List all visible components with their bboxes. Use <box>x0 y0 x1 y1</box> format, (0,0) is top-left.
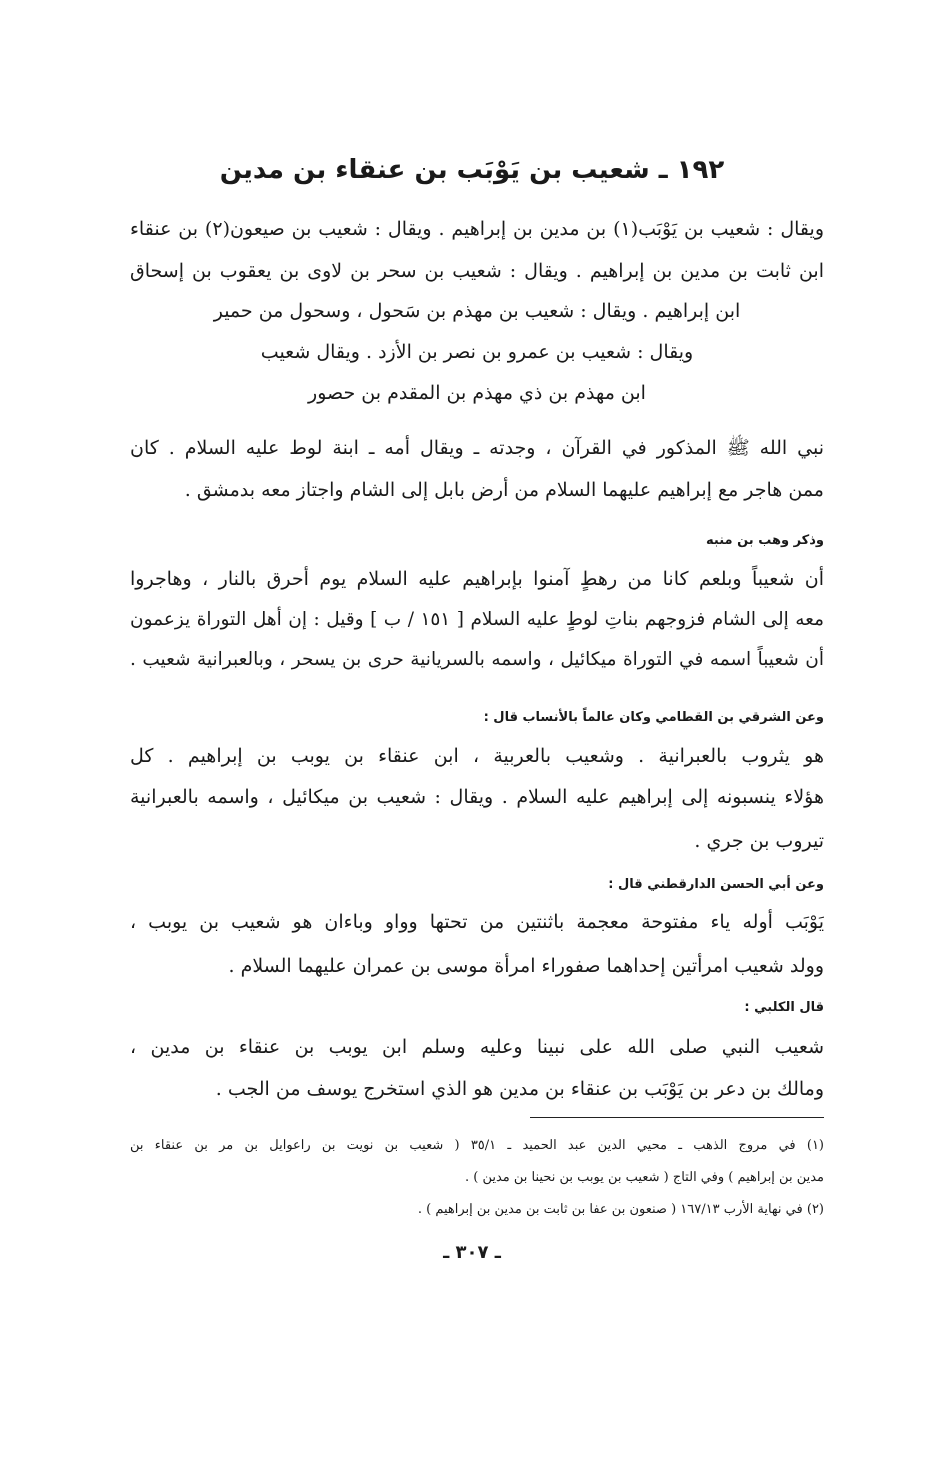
genealogy-line-2: ابن ثابت بن مدين بن إبراهيم . ويقال : شعيب بن سحر بن لاوى بن يعقوب بن إسحاق <box>130 260 824 282</box>
intro-line-1: نبي الله ﷺ المذكور في القرآن ، وجدته ـ ويقال أمه ـ ابنة لوط عليه السلام . كان <box>130 437 824 459</box>
footnote-1-line-1: (١) في مروج الذهب ـ محيي الدين عبد الحميد ـ ٣٥/١ ( شعيب بن نويت بن راعوايل بن مر بن عنقاء بن <box>130 1138 824 1153</box>
sharqi-line-2: هؤلاء ينسبونه إلى إبراهيم عليه السلام . ويقال : شعيب بن ميكائيل ، واسمه بالعبرانية <box>130 786 824 808</box>
intro-line-2: ممن هاجر مع إبراهيم عليهما السلام من أرض بابل إلى الشام واجتاز معه بدمشق . <box>184 479 824 501</box>
wahb-heading: وذكر وهب بن منبه <box>706 533 824 548</box>
daraqutni-line-2: وولد شعيب امرأتين إحداهما صفوراء امرأة موسى بن عمران عليهما السلام . <box>228 955 824 977</box>
page-number: ـ ٣٠٧ ـ <box>443 1242 501 1263</box>
footnote-1-line-2: مدين بن إبراهيم ) وفي التاج ( شعيب بن يوبب بن نحينا بن مدين ) . <box>465 1170 824 1185</box>
genealogy-line-4: ويقال : شعيب بن عمرو بن نصر بن الأزد . ويقال شعيب <box>260 341 694 363</box>
daraqutni-heading: وعن أبي الحسن الدارقطني قال : <box>608 877 824 892</box>
footnote-divider <box>530 1117 824 1118</box>
kalbi-line-2: ومالك بن دعر بن يَوْبَب بن عنقاء بن مدين هو الذي استخرج يوسف من الجب . <box>215 1078 824 1100</box>
daraqutni-line-1: يَوْبَب أوله ياء مفتوحة معجمة باثنتين من تحتها وواو وباءان هو شعيب بن يوبب ، <box>130 911 824 933</box>
wahb-line-2: معه إلى الشام فزوجهم بناتِ لوطٍ عليه السلام [ ١٥١ / ب ] وقيل : إن أهل التوراة يزعمون <box>130 609 824 630</box>
sharqi-line-3: تيروب بن جري . <box>694 830 824 852</box>
genealogy-line-1: ويقال : شعيب بن يَوْبَب(١) بن مدين بن إبراهيم . ويقال : شعيب بن صيعون(٢) بن عنقاء <box>130 218 824 240</box>
kalbi-line-1: شعيب النبي صلى الله على نبينا وعليه وسلم ابن يوبب بن عنقاء بن مدين ، <box>130 1036 824 1058</box>
wahb-line-3: أن شعيباً اسمه في التوراة ميكائيل ، واسمه بالسريانية حرى بن يسحر ، وبالعبرانية شعيب . <box>130 649 824 670</box>
entry-title: ١٩٢ ـ شعيب بن يَوْبَب بن عنقاء بن مدين <box>219 155 725 185</box>
kalbi-heading: قال الكلبي : <box>744 1000 824 1015</box>
genealogy-line-5: ابن مهذم بن ذي مهذم بن المقدم بن حصور <box>308 382 646 404</box>
sharqi-heading: وعن الشرقي بن القطامي وكان عالماً بالأنساب قال : <box>483 710 824 725</box>
genealogy-line-3: ابن إبراهيم . ويقال : شعيب بن مهذم بن سَحول ، وسحول من حمير <box>213 300 741 322</box>
wahb-line-1: أن شعيباً وبلعم كانا من رهطٍ آمنوا بإبراهيم عليه السلام يوم أحرق بالنار ، وهاجروا <box>130 568 824 590</box>
footnote-2: (٢) في نهاية الأرب ١٦٧/١٣ ( صنعون بن عفا بن ثابت بن مدين بن إبراهيم ) . <box>417 1202 824 1217</box>
sharqi-line-1: هو يثروب بالعبرانية . وشعيب بالعربية ، ابن عنقاء بن يوبب بن إبراهيم . كل <box>130 745 824 767</box>
